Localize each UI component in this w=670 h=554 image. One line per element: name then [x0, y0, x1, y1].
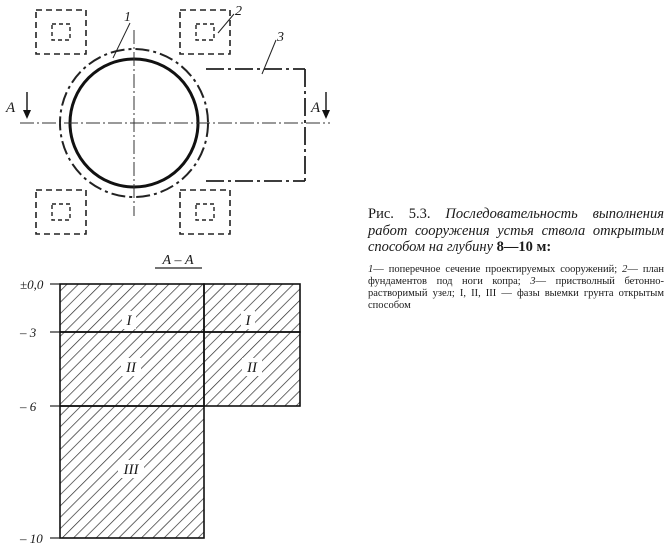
legend-num-1: 1	[368, 263, 374, 275]
foundation-square-top-right	[180, 10, 230, 54]
phase-label-right-middle	[242, 358, 262, 376]
callout-1-label: 1	[124, 10, 131, 25]
depth-label-6: – 6	[20, 399, 37, 414]
figure-caption	[368, 206, 664, 312]
section-arrow-left	[5, 92, 31, 119]
caption-title	[368, 206, 664, 256]
section-arrow-right	[310, 92, 330, 119]
depth-label-10: – 10	[20, 531, 43, 546]
caption-lead: Рис. 5.3.	[368, 206, 431, 222]
foundation-square-top-left	[36, 10, 86, 54]
callout-3-label: 3	[277, 30, 284, 45]
legend-text-1: — поперечное сечение проектируемых сооружений;	[373, 263, 618, 275]
svg-text:I: I	[245, 313, 251, 329]
legend-num-3: 3	[530, 275, 536, 287]
concrete-node-outline	[206, 69, 305, 181]
depth-label-3: – 3	[20, 325, 37, 340]
section-view	[19, 253, 300, 546]
phase-label-left-bottom	[118, 460, 144, 478]
depth-label-0: ±0,0	[20, 277, 44, 292]
section-mark-left: А	[6, 100, 16, 116]
svg-text:II: II	[247, 360, 257, 376]
caption-depth: 8—10 м:	[496, 239, 552, 255]
legend-text-3: — пристволный бетонно-растворимый узел; I, II, III — фазы выемки грунта открытым способом	[368, 275, 664, 311]
legend-num-2: 2	[622, 263, 628, 275]
caption-title-text: Последовательность выполнения работ сооружения устья ствола открытым способом на глубину	[368, 206, 664, 255]
caption-legend	[368, 264, 664, 312]
section-mark-right: А	[311, 100, 321, 116]
callout-3	[262, 30, 284, 74]
svg-text:II: II	[126, 360, 136, 376]
svg-text:III: III	[123, 462, 139, 478]
section-title: А – А	[162, 253, 194, 268]
phase-label-right-top	[241, 311, 255, 329]
svg-text:I: I	[126, 313, 132, 329]
legend-text-2: — план фундаментов под ноги копра;	[368, 263, 665, 287]
callout-2	[218, 4, 242, 33]
plan-view	[5, 4, 330, 234]
foundation-square-bottom-right	[180, 190, 230, 234]
phase-label-left-middle	[121, 358, 141, 376]
phase-label-left-top	[122, 311, 136, 329]
foundation-square-bottom-left	[36, 190, 86, 234]
callout-2-label: 2	[235, 4, 242, 19]
